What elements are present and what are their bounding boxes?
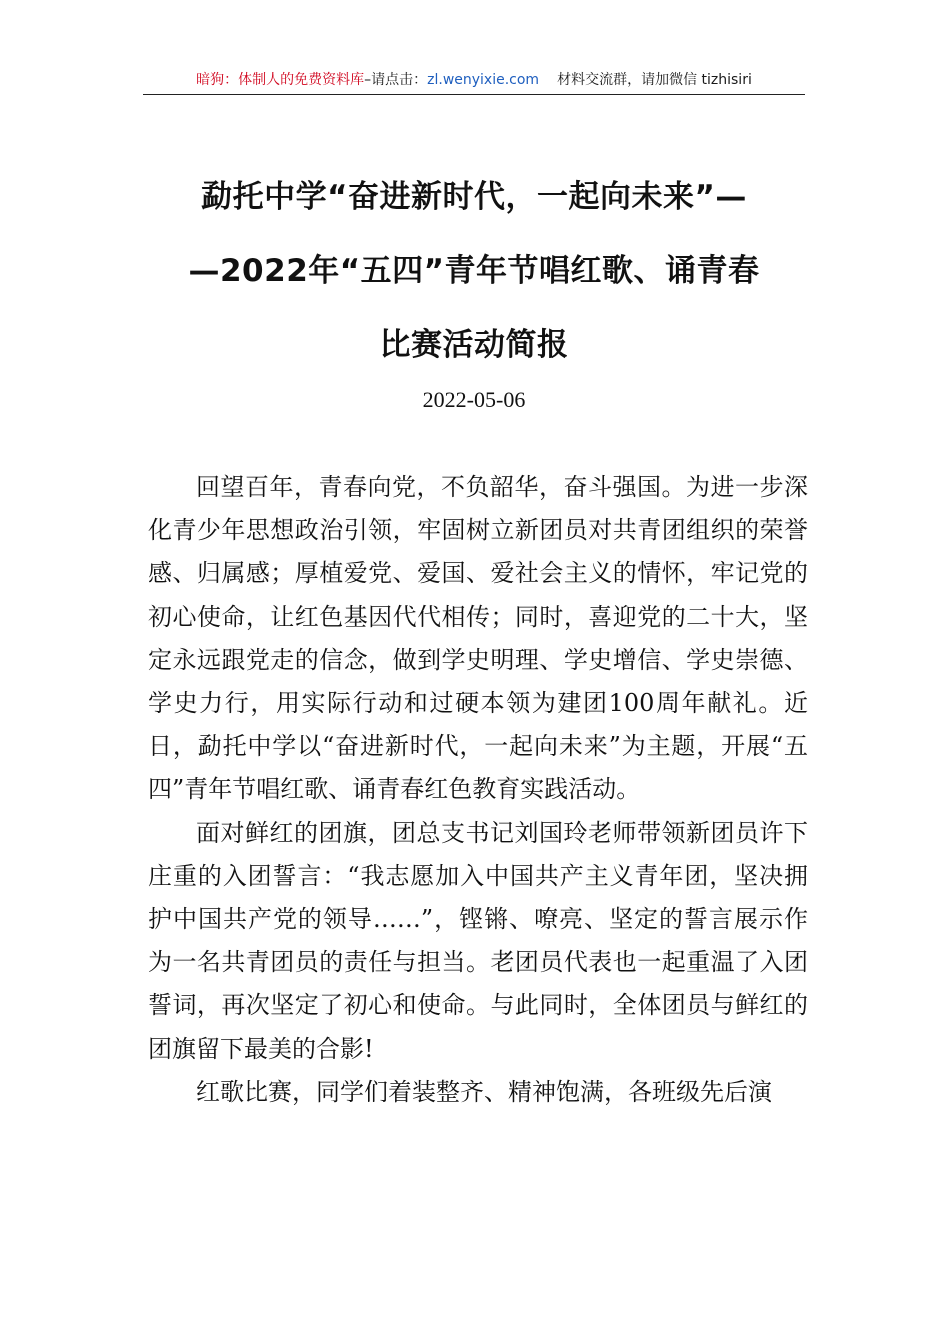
header-contact: 材料交流群，请加微信 tizhisiri bbox=[557, 72, 752, 88]
document-date: 2022-05-06 bbox=[422, 387, 526, 412]
document-body bbox=[148, 466, 808, 1114]
body-paragraph: 面对鲜红的团旗，团总支书记刘国玲老师带领新团员许下庄重的入团誓言：“我志愿加入中国共产主义青年团，坚决拥护中国共产党的领导……”，铿锵、嘹亮、坚定的誓言展示作为一名共青团员的责任与担当。老团员代表也一起重温了入团誓词，再次坚定了初心和使命。与此同时，全体团员与鲜红的团旗留下最美的合影! bbox=[148, 818, 808, 1063]
body-paragraph: 红歌比赛，同学们着装整齐、精神饱满，各班级先后演 bbox=[196, 1077, 772, 1106]
header-link[interactable]: zl.wenyixie.com bbox=[427, 72, 540, 88]
document-title bbox=[143, 160, 805, 382]
header-brand: 暗狗：体制人的免费资料库 bbox=[196, 72, 365, 88]
title-line: 比赛活动简报 bbox=[379, 327, 569, 363]
title-line: —2022年“五四”青年节唱红歌、诵青春 bbox=[188, 253, 760, 289]
page-header bbox=[143, 66, 805, 95]
header-prompt: –请点击： bbox=[364, 72, 428, 88]
body-paragraph: 回望百年，青春向党，不负韶华，奋斗强国。为进一步深化青少年思想政治引领，牢固树立新团员对共青团组织的荣誉感、归属感；厚植爱党、爱国、爱社会主义的情怀，牢记党的初心使命，让红色基因代代相传；同时，喜迎党的二十大，坚定永远跟党走的信念，做到学史明理、学史增信、学史崇德、学史力行，用实际行动和过硬本领为建团100周年献礼。近日，勐托中学以“奋进新时代，一起向未来”为主题，开展“五四”青年节唱红歌、诵青春红色教育实践活动。 bbox=[148, 473, 808, 804]
title-line: 勐托中学“奋进新时代，一起向未来”— bbox=[201, 179, 747, 215]
